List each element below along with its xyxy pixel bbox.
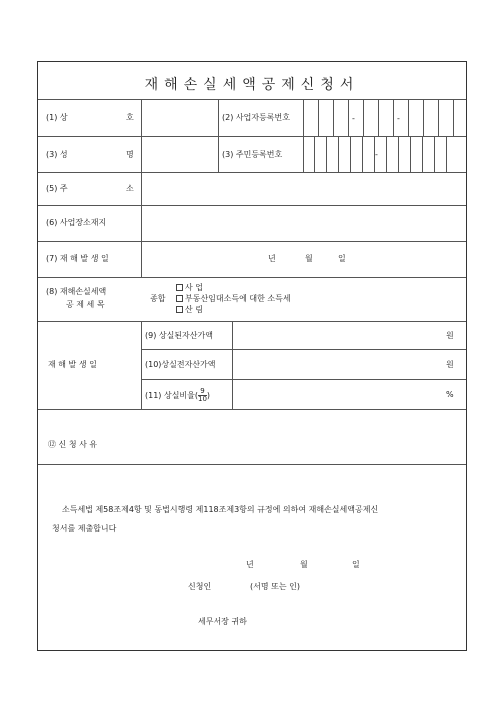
loss-ratio-label: (11) 상실비율( $\frac{9}{10}$ )	[145, 387, 211, 403]
form-title: 재해손실세액공제신청서	[144, 77, 360, 93]
dash: -	[352, 114, 355, 123]
disaster-date-label: (7) 재 해 발 생 일	[46, 254, 109, 263]
checkbox-icon[interactable]	[176, 295, 183, 302]
dash: -	[375, 150, 378, 159]
submit-date-day: 일	[352, 560, 360, 569]
pre-loss-assets-label: (10)상실전자산가액	[145, 360, 216, 369]
dash: -	[397, 114, 400, 123]
option-real-estate[interactable]: 부동산임대소득에 대한 소득세	[176, 294, 291, 304]
name-label: (3) 성	[46, 150, 68, 159]
disaster-date-day: 일	[338, 254, 346, 263]
option-forestry[interactable]: 산 림	[176, 305, 203, 315]
lost-assets-label: (9) 상실된자산가액	[145, 331, 213, 340]
signature-label: (서명 또는 인)	[250, 582, 300, 591]
pre-loss-assets-unit: 원	[446, 360, 454, 369]
trade-name-label: (1) 상	[46, 113, 68, 122]
business-location-label: (6) 사업장소재지	[46, 218, 107, 227]
lost-assets-unit: 원	[446, 331, 454, 340]
submit-date-month: 월	[300, 560, 308, 569]
name-label-end: 명	[126, 150, 134, 159]
loss-ratio-fraction: $\frac{9}{10}$	[198, 387, 207, 403]
tax-item-label-b: 공 제 세 목	[66, 300, 105, 309]
disaster-date-month: 월	[305, 254, 313, 263]
application-form	[37, 61, 467, 651]
disaster-occurrence-label: 재 해 발 생 일	[48, 360, 97, 369]
checkbox-icon[interactable]	[176, 306, 183, 313]
statement-line-2: 청서를 제출합니다	[52, 524, 117, 533]
business-reg-no-label: (2) 사업자등록번호	[222, 113, 290, 122]
tax-item-label-a: (8) 재해손실세액	[46, 287, 107, 296]
resident-reg-no-label: (3) 주민등록번호	[222, 150, 283, 159]
trade-name-label-end: 호	[126, 113, 134, 122]
addressee-label: 세무서장 귀하	[198, 617, 247, 626]
checkbox-icon[interactable]	[176, 284, 183, 291]
submit-date-year: 년	[246, 560, 254, 569]
option-business[interactable]: 사 업	[176, 283, 203, 293]
applicant-label: 신청인	[188, 582, 212, 591]
tax-total-label: 종합	[150, 294, 166, 303]
loss-ratio-unit: %	[446, 390, 454, 399]
address-label-end: 소	[126, 184, 134, 193]
disaster-date-year: 년	[268, 254, 276, 263]
application-reason-label: ⑫ 신 청 사 유	[48, 440, 98, 449]
address-label: (5) 주	[46, 184, 68, 193]
statement-line-1: 소득세법 제58조제4항 및 동법시행령 제118조제3항의 규정에 의하여 재해손실세액공제신	[62, 505, 379, 514]
